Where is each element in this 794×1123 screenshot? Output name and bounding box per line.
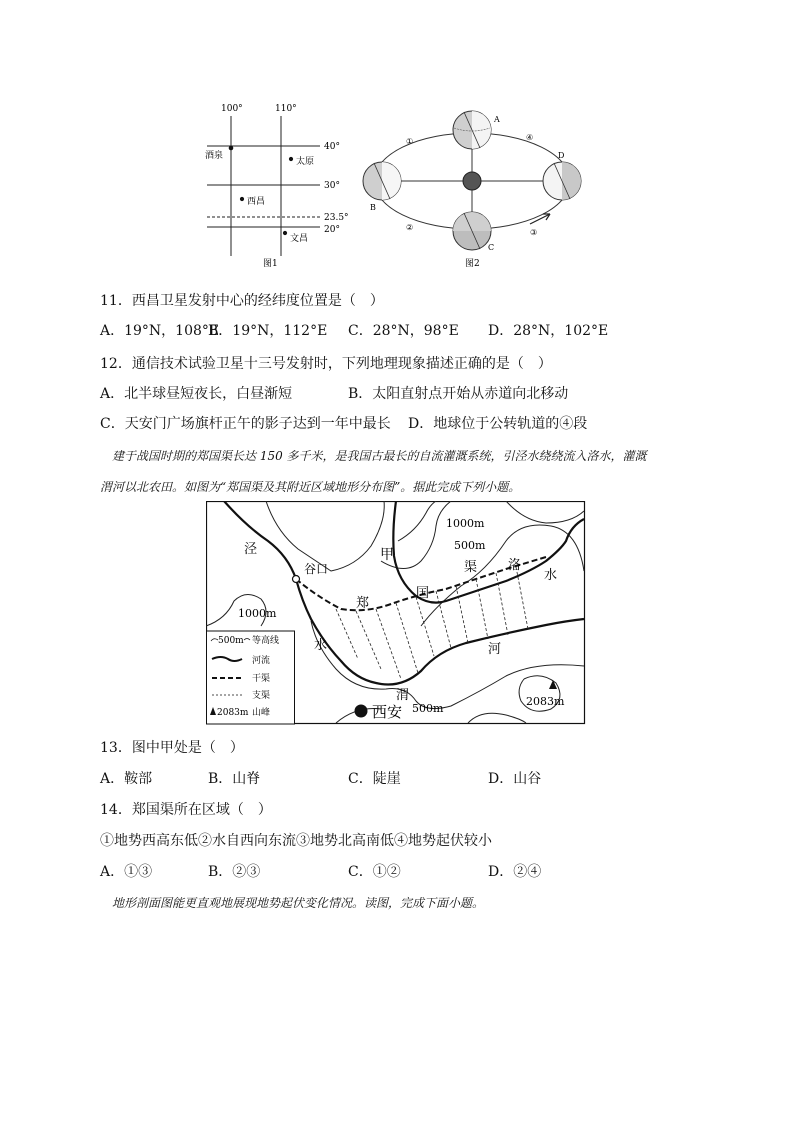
question-14-option-b[interactable]: B．②③ [208, 864, 261, 880]
question-12-option-a[interactable]: A．北半球昼短夜长，白昼渐短 [100, 386, 293, 402]
question-14-option-d[interactable]: D．②④ [488, 864, 542, 880]
zhengguoqu-topographic-map [206, 501, 586, 725]
peak-label: 2083m [526, 695, 565, 708]
legend-contour: 等高线 [252, 636, 280, 646]
question-11-option-d[interactable]: D．28°N，102°E [488, 323, 609, 339]
he-label: 河 [488, 642, 502, 657]
zheng-label: 郑 [356, 596, 370, 611]
shui-east-label: 水 [544, 568, 558, 583]
label-a: A [494, 115, 500, 124]
legend-river: 河流 [252, 656, 271, 666]
earth-b [363, 162, 401, 200]
segment-1-label: ① [406, 137, 414, 146]
question-13-option-b[interactable]: B．山脊 [208, 771, 261, 787]
legend-contour-value: 500m [218, 636, 244, 646]
taiyuan-label: 太原 [296, 157, 315, 167]
question-11-option-b[interactable]: B．19°N，112°E [208, 323, 328, 339]
question-14-statements: ①地势西高东低②水自西向东流③地势北高南低④地势起伏较小 [100, 833, 492, 849]
taiyuan-dot [289, 157, 293, 161]
label-d: D [558, 151, 565, 160]
question-14-option-c[interactable]: C．①② [348, 864, 401, 880]
sun [463, 172, 481, 190]
question-11-stem: 11．西昌卫星发射中心的经纬度位置是（ ） [100, 293, 384, 309]
lon-100-label: 100° [221, 104, 243, 114]
question-12-stem: 12．通信技术试验卫星十三号发射时，下列地理现象描述正确的是（ ） [100, 356, 552, 372]
question-13-stem: 13．图中甲处是（ ） [100, 740, 244, 756]
question-13-option-d[interactable]: D．山谷 [488, 771, 542, 787]
contour-1000m-left-label: 1000m [238, 607, 277, 620]
jing-label: 泾 [244, 542, 258, 557]
contour-500m-top-label: 500m [454, 539, 486, 552]
figure-2-caption: 图2 [465, 259, 480, 269]
question-14-option-a[interactable]: A．①③ [100, 864, 153, 880]
lat-20-label: 20° [324, 225, 340, 235]
figure-1-lat-lon-grid [195, 98, 355, 270]
intro-zhengguoqu-line-1: 建于战国时期的郑国渠长达 150 多千米，是我国古最长的自流灌溉系统，引泾水绕绕流入洛水，灌溉 [112, 449, 647, 463]
contour-500m-bottom-label: 500m [412, 702, 444, 715]
jia-label: 甲 [380, 547, 394, 563]
intro-zhengguoqu-line-2: 渭河以北农田。如图为“郑国渠及其附近区域地形分布图”。据此完成下列小题。 [100, 480, 521, 494]
earth-c [453, 212, 491, 250]
earth-d [543, 162, 581, 200]
lat-23-5-label: 23.5° [324, 213, 349, 223]
figure-1-caption: 图1 [263, 259, 278, 269]
xichang-label: 西昌 [247, 197, 266, 207]
gukou-label: 谷口 [304, 562, 329, 576]
label-c: C [488, 243, 495, 252]
legend-branch-canal: 支渠 [252, 691, 271, 701]
xichang-dot [240, 197, 244, 201]
legend-main-canal: 干渠 [252, 674, 271, 684]
question-12-option-c[interactable]: C．天安门广场旗杆正午的影子达到一年中最长 [100, 416, 391, 432]
lon-110-label: 110° [275, 104, 297, 114]
question-12-option-d[interactable]: D．地球位于公转轨道的④段 [408, 416, 588, 432]
figure-2-earth-orbit [360, 98, 595, 270]
jiuquan-dot [229, 146, 234, 151]
question-13-option-a[interactable]: A．鞍部 [100, 771, 153, 787]
intro-profile: 地形剖面图能更直观地展现地势起伏变化情况。读图，完成下面小题。 [112, 896, 485, 910]
lat-30-label: 30° [324, 181, 340, 191]
luo-label: 洛 [508, 558, 522, 573]
xian-label: 西安 [372, 703, 403, 721]
qu-label: 渠 [464, 560, 478, 575]
wenchang-dot [283, 231, 287, 235]
contour-1000m-top-label: 1000m [446, 517, 485, 530]
guo-label: 国 [416, 586, 430, 601]
question-14-stem: 14．郑国渠所在区域（ ） [100, 802, 272, 818]
gukou-point [293, 576, 300, 583]
question-11-option-a[interactable]: A．19°N，108°E [100, 323, 220, 339]
segment-4-label: ④ [526, 133, 534, 142]
wei-label: 渭 [396, 688, 410, 703]
legend-peak: 山峰 [252, 708, 271, 718]
wenchang-label: 文昌 [290, 234, 309, 244]
label-b: B [370, 203, 376, 212]
legend-peak-value: 2083m [217, 708, 249, 718]
segment-2-label: ② [406, 223, 414, 232]
question-11-option-c[interactable]: C．28°N，98°E [348, 323, 459, 339]
shui-west-label: 水 [314, 638, 328, 653]
earth-a [453, 111, 491, 149]
jiuquan-label: 酒泉 [205, 151, 224, 161]
xian-dot [355, 705, 368, 718]
segment-3-label: ③ [530, 228, 538, 237]
map-legend [207, 631, 295, 724]
question-12-option-b[interactable]: B．太阳直射点开始从赤道向北移动 [348, 386, 569, 402]
lat-40-label: 40° [324, 142, 340, 152]
question-13-option-c[interactable]: C．陡崖 [348, 771, 401, 787]
